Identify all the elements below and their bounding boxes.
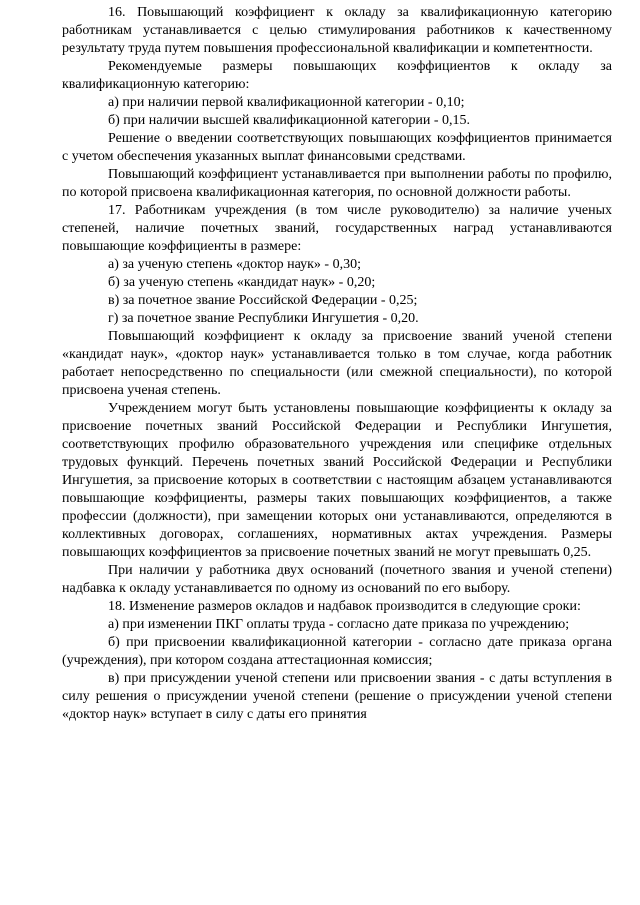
list-item-pkg-change: а) при изменении ПКГ оплаты труда - согласно дате приказа по учреждению;	[108, 617, 570, 632]
paragraph-decision: Решение о введении соответствующих повышающих коэффициентов принимается с учетом обеспечения указанных выплат финансовыми средствами.	[62, 131, 612, 164]
paragraph-two-grounds: При наличии у работника двух оснований (почетного звания и ученой степени) надбавка к окладу устанавливается по одному из оснований по его выбору.	[62, 563, 612, 596]
list-item-degree-award: в) при присуждении ученой степени или присвоении звания - с даты вступления в силу решения о присуждении ученой степени (решение о присуждении ученой степени «доктор наук» вступает в силу с даты его принятия	[62, 671, 612, 722]
document-body	[62, 4, 612, 724]
list-item-highest-category: б) при наличии высшей квалификационной категории - 0,15.	[108, 113, 471, 128]
paragraph-18-terms: 18. Изменение размеров окладов и надбавок производится в следующие сроки:	[108, 599, 581, 614]
paragraph-honorary-titles: Учреждением могут быть установлены повышающие коэффициенты к окладу за присвоение почетных званий Российской Федерации и Республики Ингушетия, соответствующих профилю образовательного учреждения или специфике отдельных трудовых функций. Перечень почетных званий Российской Федерации и Республики Ингушетия, за присвоение которых в соответствии с настоящим абзацем устанавливаются повышающие коэффициенты, размеры таких повышающих коэффициентов, а также профессии (должности), при замещении которых они устанавливаются, определяются в коллективных договорах, соглашениях, нормативных актах учреждения. Размеры повышающих коэффициентов за присвоение почетных званий не могут превышать 0,25.	[62, 401, 612, 560]
paragraph-profile-condition: Повышающий коэффициент устанавливается при выполнении работы по профилю, по которой присвоена квалификационная категория, по основной должности работы.	[62, 167, 612, 200]
list-item-category-assignment: б) при присвоении квалификационной категории - согласно дате приказа органа (учреждения), при котором создана аттестационная комиссия;	[62, 635, 612, 668]
list-item-rf-title: в) за почетное звание Российской Федерации - 0,25;	[108, 293, 418, 308]
paragraph-degree-condition: Повышающий коэффициент к окладу за присвоение званий ученой степени «кандидат наук», «доктор наук» устанавливается только в том случае, когда работник работает непосредственно по специальности (или смежной специальности), по которой присвоена ученая степень.	[62, 329, 612, 398]
paragraph-17-degrees-titles: 17. Работникам учреждения (в том числе руководителю) за наличие ученых степеней, наличие почетных званий, государственных наград устанавливаются повышающие коэффициенты в размере:	[62, 203, 612, 254]
paragraph-recommended-sizes: Рекомендуемые размеры повышающих коэффициентов к окладу за квалификационную категорию:	[62, 59, 612, 92]
list-item-doctor: а) за ученую степень «доктор наук» - 0,30;	[108, 257, 361, 272]
paragraph-16-purpose: 16. Повышающий коэффициент к окладу за квалификационную категорию работникам устанавливается с целью стимулирования работников к качественному результату труда путем повышения профессиональной квалификации и компетентности.	[62, 5, 612, 56]
list-item-candidate: б) за ученую степень «кандидат наук» - 0,20;	[108, 275, 376, 290]
list-item-ingushetia-title: г) за почетное звание Республики Ингушетия - 0,20.	[108, 311, 419, 326]
list-item-first-category: а) при наличии первой квалификационной категории - 0,10;	[108, 95, 465, 110]
